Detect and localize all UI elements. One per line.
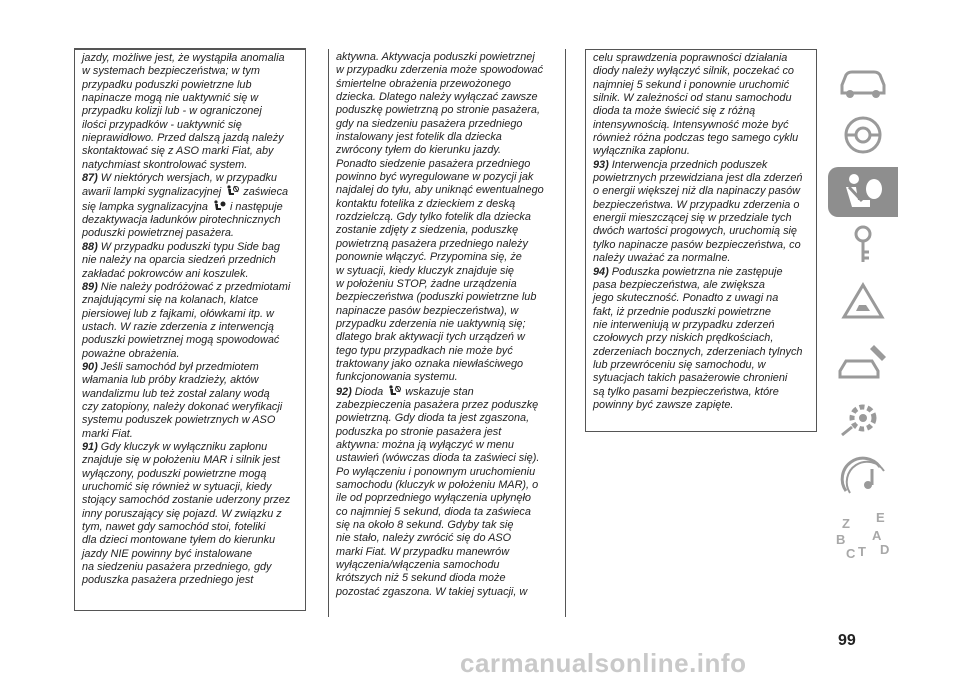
col2-line: aktywna: można ją wyłączyć w menu (336, 438, 514, 451)
col2-line: gdy na siedzeniu pasażera przedniego (336, 117, 523, 130)
page-number: 99 (838, 632, 856, 649)
airbag-off-icon (386, 386, 402, 398)
col3-line: powinny być zawsze zapięte. (593, 398, 734, 411)
col1-line: włamania lub próby kradzieży, aktów (82, 374, 259, 387)
col3-line: również różna podczas tego samego cyklu (593, 132, 799, 145)
col3-line: są tylko pasami bezpieczeństwa, które (593, 385, 779, 398)
col2-line: samochodu (kluczyk w położeniu MAR), o (336, 479, 539, 491)
col2-line: marki Fiat. W przypadku manewrów (336, 545, 510, 558)
col1-line: poważne obrażenia. (82, 347, 180, 360)
footnote-number: 94) (593, 265, 609, 278)
col3-line: czołowych przy niskich prędkościach, (593, 332, 774, 345)
col3-line: wyłącznika zapłonu. (593, 145, 690, 158)
col1-line: 88) W przypadku poduszki typu Side bag (82, 240, 280, 253)
airbag-on-icon (211, 201, 227, 213)
col1-line: inny poruszający się pojazd. W związku z (82, 507, 282, 520)
col3-line: 94) Poduszka powietrzna nie zastępuje (593, 265, 783, 278)
col2-line: w przypadku zderzenia może spowodować (336, 64, 544, 77)
col2-line: rozdzielczą. Gdy tylko fotelik dla dziecka (336, 211, 531, 224)
col1-line: w systemach bezpieczeństwa; w tym (82, 65, 260, 78)
col1-line: się lampka sygnalizacyjna i następuje (82, 200, 283, 213)
footnote-number: 91) (82, 440, 98, 453)
col2-line: instalowany jest fotelik dla dziecka (336, 131, 502, 144)
col3-line: zderzeniach bocznych, zderzeniach tylnych (593, 345, 803, 358)
col1-line: awarii lampki sygnalizacyjnej zaświeca (82, 186, 289, 199)
col2-line: pozostać zgaszona. W takiej sytuacji, w (336, 585, 528, 598)
svg-text:D: D (880, 542, 890, 557)
col3-line: diody należy wyłączyć silnik, poczekać co (593, 65, 794, 78)
footnote-number: 88) (82, 240, 98, 253)
col2-line: powietrzną. Gdy dioda ta jest zgaszona, (336, 412, 530, 425)
col1-line: poduszki powietrznej mogą spowodować (82, 334, 280, 347)
col1-line: napinacze mogą nie uaktywnić się w (82, 92, 259, 105)
footnote-number: 89) (82, 280, 98, 293)
col2-line: krótszych niż 5 sekund dioda może (336, 572, 506, 585)
col1-line: tym, nawet gdy samochód stoi, foteliki (82, 521, 266, 534)
col1-line: dla dzieci montowane tyłem do kierunku (82, 534, 276, 547)
col2-line: bezpieczeństwa (poduszki powietrzne lub (336, 291, 537, 304)
col2-line: zostanie zdjęty z siedzenia, poduszkę (336, 224, 519, 237)
col1-line: 91) Gdy kluczyk w wyłączniku zapłonu (82, 440, 268, 453)
col2-right-rule (565, 49, 566, 617)
col1-line: 89) Nie należy podróżować z przedmiotami (82, 280, 291, 293)
col2-line: w sytuacji, kiedy kluczyk znajduje się (336, 264, 514, 277)
col2-line: Po wyłączeniu i ponownym uruchomieniu (336, 465, 536, 478)
col2-line: napinacze pasów bezpieczeństwa), w (336, 304, 519, 317)
col3-line: najmniej 5 sekund i ponownie uruchomić (593, 78, 790, 91)
col2-line: powietrzną pasażera przedniego należy (336, 237, 528, 250)
col1-line: zakładać pokrowców ani koszulek. (82, 267, 249, 280)
key-starter-icon[interactable] (828, 220, 898, 270)
specifications-gear-icon[interactable] (828, 393, 898, 443)
car-icon[interactable] (828, 55, 898, 105)
col2-line: tego typu przypadkach nie może być (336, 344, 513, 357)
col3-line: 93) Interwencja przednich poduszek (593, 158, 768, 171)
col3-line: dioda ta może świecić się z różną (593, 105, 756, 118)
col2-line: funkcjonowania systemu. (336, 371, 458, 384)
col2-line: zabezpieczenia pasażera przez poduszkę (336, 398, 539, 411)
col2-line: śmiertelne obrażenia przewożonego (336, 77, 511, 90)
col1-line: znajdującymi się na kolanach, klatce (82, 294, 259, 307)
col2-line: kontaktu fotelika z dzieckiem z deską (336, 197, 516, 210)
multimedia-note-icon[interactable] (828, 453, 898, 503)
svg-text:T: T (858, 544, 866, 559)
col2-line: ponownie włączyć. Przypomina się, że (336, 251, 522, 264)
col3-line: powietrznych przewidziana jest dla zderzeń (593, 172, 803, 185)
col1-line: piersiowej lub z fajkami, ołówkami itp. w (82, 307, 274, 320)
dashboard-gauge-icon[interactable] (828, 110, 898, 160)
text-column-2 (328, 49, 565, 617)
svg-text:B: B (836, 532, 846, 547)
col1-line: nieprawidłowo. Przed dalszą jazdą należy (82, 132, 284, 145)
col3-line: energii mieszczącej się w przedziale tych (593, 212, 792, 225)
svg-text:C: C (846, 546, 856, 561)
col3-line: dwóch wartości progowych, uruchomią się (593, 225, 797, 238)
warning-triangle-icon[interactable] (828, 277, 898, 327)
col1-line: wandalizmu lub też został zalany wodą (82, 387, 270, 400)
airbag-off-icon (224, 186, 240, 198)
col2-line: aktywna. Aktywacja poduszki powietrznej (336, 51, 535, 63)
col2-line: najdalej do tyłu, aby uniknąć ewentualnego (336, 184, 544, 197)
text-column-3 (585, 49, 817, 432)
svg-text:A: A (872, 528, 882, 543)
col3-line: nie interweniują w przypadku zderzeń (593, 318, 775, 331)
col2-line: 92) Dioda wskazuje stan (336, 385, 474, 398)
col2-line: nie stało, należy zwrócić się do ASO (336, 532, 512, 545)
col2-line: ustawień (wówczas dioda ta zaświeci się). (336, 452, 540, 465)
col1-line: znajduje się w położeniu MAR i silnik jest (82, 454, 280, 467)
footnote-number: 93) (593, 158, 609, 171)
alphabetical-index-icon[interactable] (828, 510, 898, 560)
col1-line: jazdy NIE powinny być instalowane (82, 547, 253, 560)
seat-airbag-icon[interactable] (828, 167, 898, 217)
col1-line: nie należy na oparcia siedzeń przednich (82, 254, 276, 267)
footnote-number: 92) (336, 385, 352, 398)
col3-line: jego skuteczność. Ponadto z uwagi na (593, 292, 779, 305)
col1-line: poduszka pasażera przedniego jest (82, 574, 254, 587)
col3-line: tylko napinacze pasów bezpieczeństwa, co (593, 238, 801, 251)
footnote-number: 90) (82, 360, 98, 373)
col2-line: w położeniu STOP, żadne urządzenia (336, 277, 517, 290)
col1-line: czy zatopiony, należy dokonać weryfikacji (82, 400, 283, 413)
col1-line: poduszki powietrznej pasażera. (82, 227, 234, 240)
col3-line: fakt, iż przednie poduszki powietrzne (593, 305, 771, 318)
col2-line: przypadku zderzenia nie uaktywnią się; (336, 317, 526, 330)
col2-line: co najmniej 5 sekund, dioda ta zaświeca (336, 505, 531, 518)
col1-line: skontaktować się z ASO marki Fiat, aby (82, 145, 274, 158)
col1-line: jazdy, możliwe jest, że wystąpiła anomalia (82, 52, 285, 64)
svg-text:E: E (876, 510, 885, 525)
wrench-car-icon[interactable] (828, 337, 898, 387)
col2-line: dlatego brak aktywacji tych urządzeń w (336, 331, 525, 344)
text-column-1 (74, 49, 306, 611)
col1-line: 90) Jeśli samochód był przedmiotem (82, 360, 259, 373)
col3-line: bezpieczeństwa. W przypadku zderzenia o (593, 198, 800, 211)
col3-line: pasa bezpieczeństwa, ale zwiększa (593, 278, 765, 291)
col3-line: lub przewróceniu się samochodu, w (593, 358, 766, 371)
col1-line: natychmiast skontrolować system. (82, 158, 248, 171)
col1-line: wyłączony, poduszki powietrzne mogą (82, 467, 267, 480)
col3-line: o energii większej niż dla napinaczy pasów (593, 185, 801, 198)
col2-line: traktowany jako oznaka niewłaściwego (336, 357, 524, 370)
col1-line: przypadku poduszki powietrzne lub (82, 78, 252, 91)
col2-line: poduszka po stronie pasażera jest (336, 425, 502, 438)
col3-line: silnik. W zależności od stanu samochodu (593, 92, 792, 105)
col1-line: marki Fiat. (82, 427, 133, 440)
col3-line: należy uważać za normalne. (593, 252, 731, 265)
col2-line: wyłączenia/włączenia samochodu (336, 559, 500, 572)
col2-line: ile od poprzedniego wyłączenia upłynęło (336, 492, 531, 505)
col2-line: powinno być wyregulowane w pozycji jak (336, 171, 534, 184)
col1-line: ustach. W razie zderzenia z interwencją (82, 320, 274, 333)
footnote-number: 87) (82, 172, 98, 185)
col2-line: poduszkę powietrzną po stronie pasażera, (336, 104, 541, 117)
col1-line: przypadku kolizji lub - w ograniczonej (82, 105, 262, 118)
col1-line: na siedzeniu pasażera przedniego, gdy (82, 561, 272, 574)
col2-line: dziecka. Dlatego należy wyłączać zawsze (336, 91, 538, 104)
col2-line: się na około 8 sekund. Gdyby tak się (336, 519, 514, 532)
svg-text:Z: Z (842, 516, 850, 531)
col2-line: Ponadto siedzenie pasażera przedniego (336, 157, 531, 170)
watermark: carmanualsonline.info (460, 648, 747, 678)
col3-line: intensywnością. Intensywność może być (593, 118, 789, 131)
col3-line: celu sprawdzenia poprawności działania (593, 52, 788, 64)
col1-line: stojący samochód zostanie uderzony przez (82, 494, 291, 507)
col2-line: zwrócony tyłem do kierunku jazdy. (336, 144, 502, 157)
col1-line: ilości przypadków - uaktywnić się (82, 118, 242, 131)
col1-line: uruchomić się również w sytuacji, kiedy (82, 481, 272, 493)
col1-line: systemu poduszek powietrznych w ASO (82, 414, 276, 427)
col3-line: sytuacjach takich pasażerowie chronieni (593, 372, 788, 385)
col1-line: 87) W niektórych wersjach, w przypadku (82, 172, 277, 185)
col1-line: dezaktywacja ładunków pirotechnicznych (82, 214, 281, 227)
